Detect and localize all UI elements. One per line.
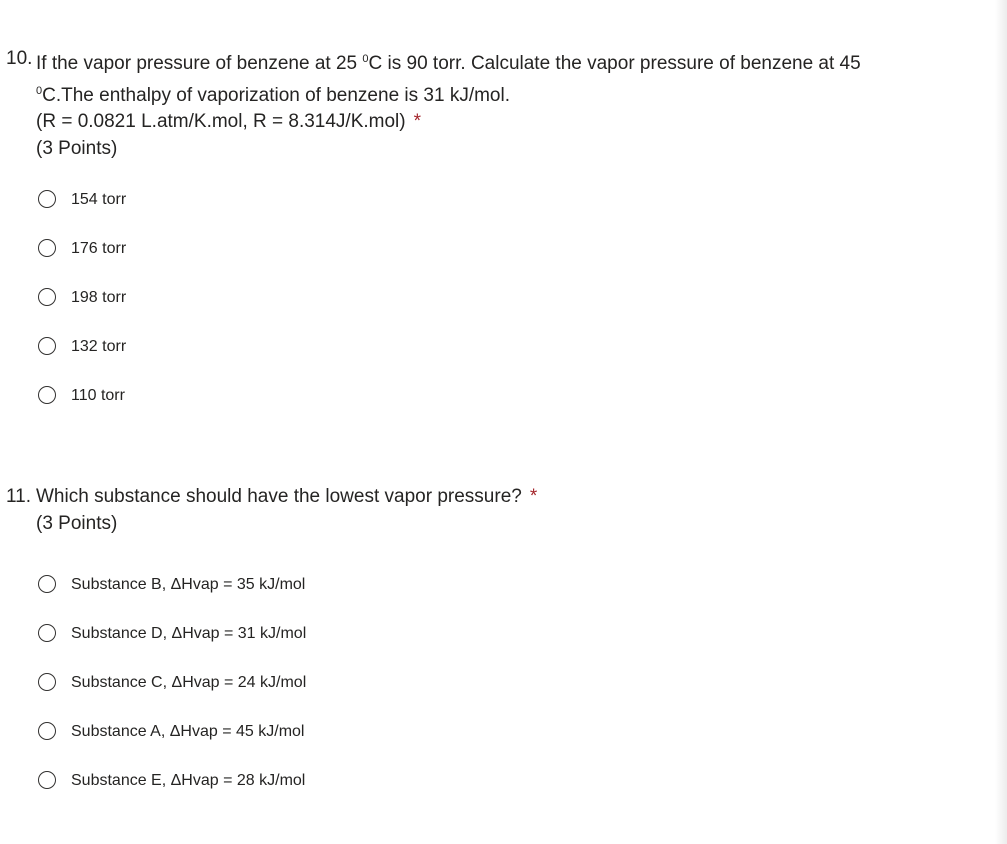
page-edge-shadow: [995, 0, 1007, 844]
question-11: [6, 484, 966, 537]
question-11-line-1: [6, 484, 966, 511]
question-10-line-2: $^0$C.The enthalpy of vaporization of benzene is 31 kJ/mol.: [36, 84, 510, 106]
option-label[interactable]: Substance C, ΔHvap = 24 kJ/mol: [71, 673, 307, 691]
answer-option[interactable]: [38, 371, 126, 420]
option-label[interactable]: 132 torr: [71, 338, 127, 356]
answer-option[interactable]: [38, 608, 306, 657]
answer-option[interactable]: [38, 707, 306, 756]
radio-button[interactable]: [38, 190, 56, 208]
option-label[interactable]: Substance B, ΔHvap = 35 kJ/mol: [71, 575, 306, 593]
option-label[interactable]: Substance E, ΔHvap = 28 kJ/mol: [71, 772, 306, 790]
answer-option[interactable]: [38, 272, 126, 321]
question-10: [6, 46, 966, 162]
degree-superscript: 0: [362, 53, 369, 65]
answer-option[interactable]: [38, 223, 126, 272]
answer-option[interactable]: [38, 322, 126, 371]
question-text: Which substance should have the lowest vapor pressure? *: [36, 486, 538, 507]
radio-button[interactable]: [38, 337, 56, 355]
radio-button[interactable]: [38, 239, 56, 257]
answer-option[interactable]: [38, 174, 126, 223]
option-label[interactable]: 110 torr: [71, 387, 125, 405]
question-number: 10.: [6, 48, 33, 69]
required-asterisk: *: [413, 111, 422, 132]
degree-superscript: 0: [36, 84, 43, 97]
option-label[interactable]: 176 torr: [71, 239, 127, 257]
radio-button[interactable]: [38, 771, 56, 789]
radio-button[interactable]: [38, 386, 56, 404]
question-points: (3 Points): [36, 512, 118, 534]
option-label[interactable]: 154 torr: [71, 190, 127, 208]
question-10-options: [38, 174, 126, 420]
radio-button[interactable]: [38, 673, 56, 691]
radio-button[interactable]: [38, 722, 56, 740]
answer-option[interactable]: [38, 559, 306, 608]
option-label[interactable]: 198 torr: [71, 288, 127, 306]
question-11-options: [38, 559, 306, 805]
option-label[interactable]: Substance A, ΔHvap = 45 kJ/mol: [71, 723, 305, 741]
question-10-line-1: [6, 46, 966, 78]
question-10-line-3: (R = 0.0821 L.atm/K.mol, R = 8.314J/K.mol) *: [36, 111, 422, 132]
required-asterisk: *: [529, 486, 538, 507]
question-points: (3 Points): [36, 137, 118, 159]
radio-button[interactable]: [38, 575, 56, 593]
answer-option[interactable]: [38, 756, 306, 805]
radio-button[interactable]: [38, 288, 56, 306]
radio-button[interactable]: [38, 624, 56, 642]
question-number: 11.: [6, 486, 32, 507]
question-text: If the vapor pressure of benzene at 25 $^0$C is 90 torr. Calculate the vapor pressure of benzene at 45: [36, 53, 861, 74]
answer-option[interactable]: [38, 657, 306, 706]
option-label[interactable]: Substance D, ΔHvap = 31 kJ/mol: [71, 624, 307, 642]
